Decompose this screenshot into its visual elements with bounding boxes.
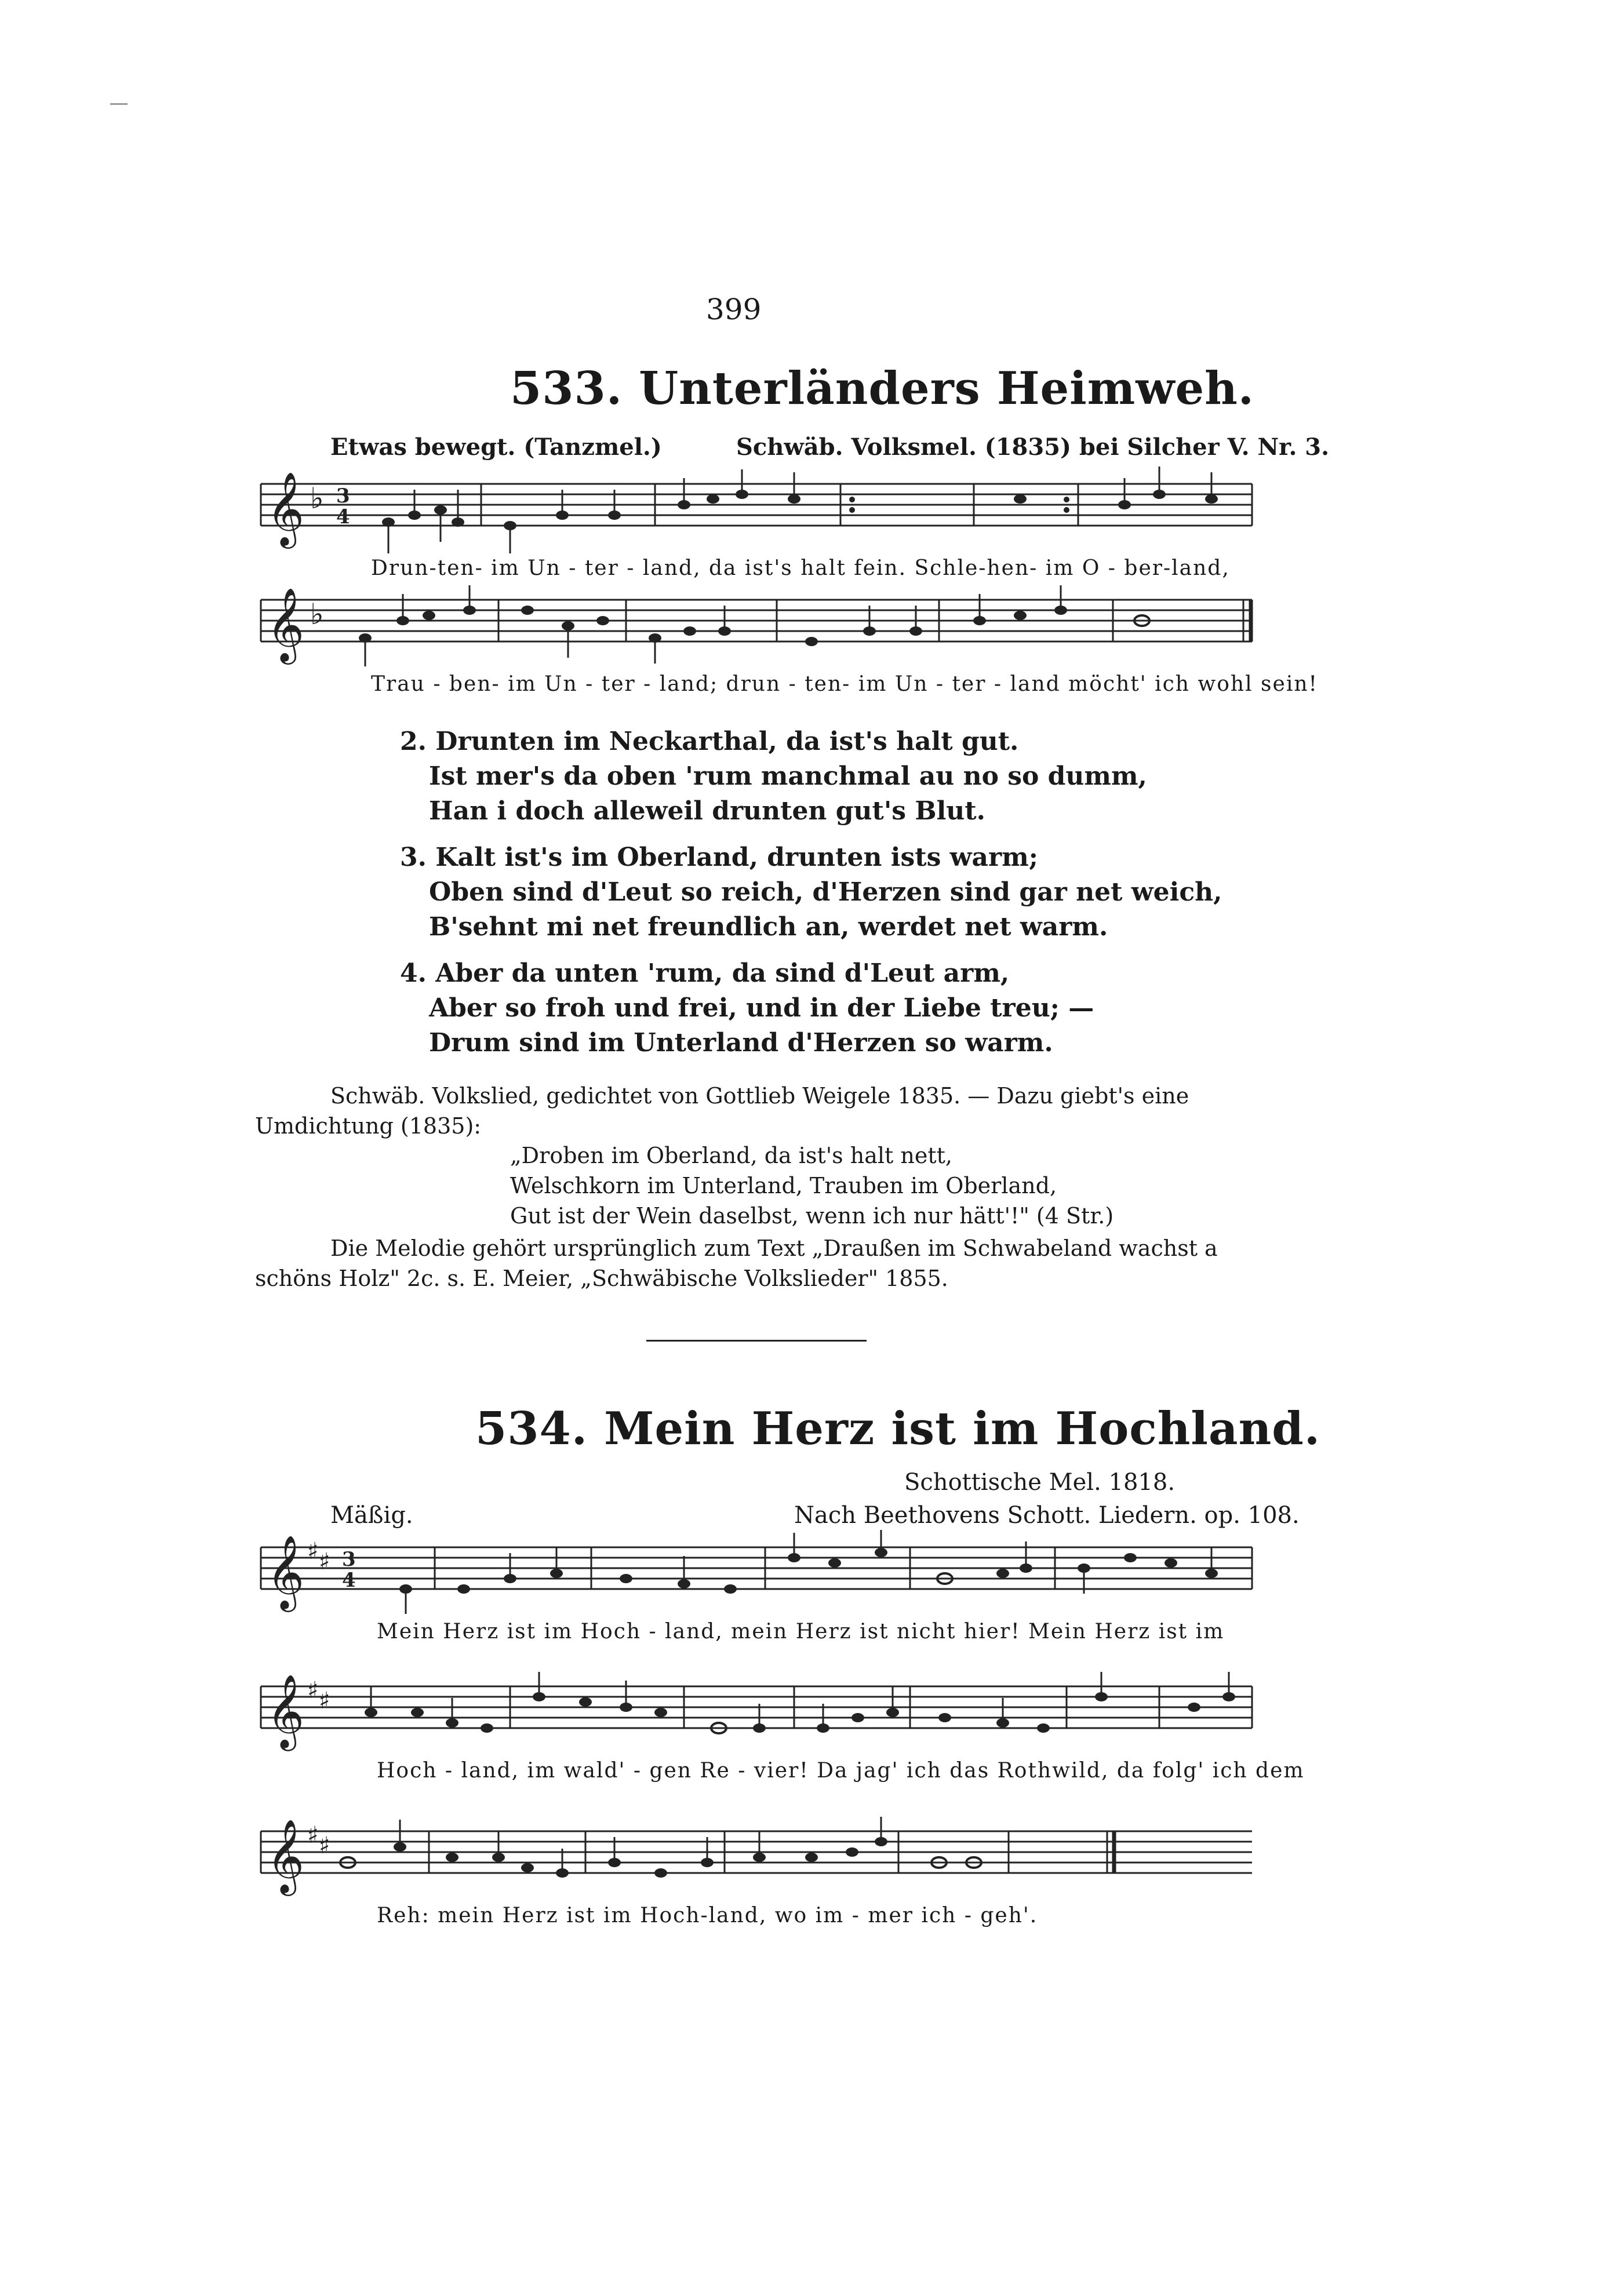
song-533-lyrics-1: Drun-ten- im Un - ter - land, da ist's halt fein. Schle-hen- im O - ber-land, [371, 556, 1230, 580]
song-533-staff-2 [255, 582, 1258, 669]
svg-text:3: 3 [342, 1548, 356, 1571]
song-534-source-2: Nach Beethovens Schott. Liedern. op. 108. [794, 1502, 1300, 1529]
svg-text:𝄞: 𝄞 [267, 471, 305, 545]
verse-line: 2. Drunten im Neckarthal, da ist's halt gut. [400, 727, 1019, 756]
song-533-lyrics-2: Trau - ben- im Un - ter - land; drun - ten- im Un - ter - land möcht' ich wohl sein! [371, 672, 1318, 696]
song-533-note-2: Die Melodie gehört ursprünglich zum Text „Draußen im Schwabeland wachst a schöns Holz" 2c. s. E. Meier, „Schwäbische Volkslieder" 1855. [255, 1236, 1218, 1291]
svg-text:♭: ♭ [310, 482, 324, 515]
svg-text:♯: ♯ [319, 1832, 330, 1859]
song-533-source: Schwäb. Volksmel. (1835) bei Silcher V. Nr. 3. [736, 433, 1330, 461]
verse-line: Drum sind im Unterland d'Herzen so warm. [429, 1028, 1053, 1058]
svg-text:♯: ♯ [319, 1688, 330, 1714]
song-534-tempo: Mäßig. [330, 1502, 413, 1529]
svg-text:4: 4 [336, 505, 350, 529]
song-534-lyrics-1: Mein Herz ist im Hoch - land, mein Herz ist nicht hier! Mein Herz ist im [377, 1620, 1225, 1643]
quote-line: Gut ist der Wein daselbst, wenn ich nur hätt'!" (4 Str.) [510, 1203, 1114, 1229]
svg-text:𝄞: 𝄞 [267, 587, 305, 661]
quote-line: „Droben im Oberland, da ist's halt nett, [510, 1143, 952, 1168]
song-534-title: 534. Mein Herz ist im Hochland. [475, 1402, 1321, 1455]
section-divider [646, 1340, 867, 1342]
song-534-staff-1 [255, 1530, 1258, 1617]
song-533-title: 533. Unterländers Heimweh. [510, 362, 1254, 415]
song-534-source-1: Schottische Mel. 1818. [904, 1469, 1176, 1496]
song-533-note-1: Schwäb. Volkslied, gedichtet von Gottlieb Weigele 1835. — Dazu giebt's eine Umdichtung (1835): [255, 1083, 1189, 1139]
verse-3 [400, 840, 1222, 945]
quote-line: Welschkorn im Unterland, Trauben im Oberland, [510, 1173, 1057, 1198]
verse-line: B'sehnt mi net freundlich an, werdet net warm. [429, 912, 1108, 942]
song-534-lyrics-3: Reh: mein Herz ist im Hoch-land, wo im - mer ich - geh'. [377, 1904, 1038, 1927]
svg-text:♯: ♯ [307, 1538, 319, 1565]
song-534-lyrics-2: Hoch - land, im wald' - gen Re - vier! Da jag' ich das Rothwild, da folg' ich dem [377, 1759, 1305, 1783]
verse-4 [400, 956, 1094, 1060]
margin-mark [110, 103, 128, 105]
song-533-staff-1 [255, 467, 1258, 553]
svg-text:𝄞: 𝄞 [267, 1535, 305, 1609]
verse-line: Ist mer's da oben 'rum manchmal au no so dumm, [429, 761, 1147, 791]
verse-line: Han i doch alleweil drunten gut's Blut. [429, 796, 985, 826]
svg-text:𝄞: 𝄞 [267, 1674, 305, 1748]
svg-text:♯: ♯ [307, 1677, 319, 1704]
svg-text:♯: ♯ [307, 1822, 319, 1849]
verse-line: 3. Kalt ist's im Oberland, drunten ists warm; [400, 843, 1039, 872]
svg-text:♯: ♯ [319, 1548, 330, 1575]
verse-2 [400, 724, 1147, 829]
svg-text:4: 4 [342, 1569, 356, 1592]
song-533-tempo: Etwas bewegt. (Tanzmel.) [330, 433, 662, 461]
song-534-staff-3 [255, 1814, 1258, 1901]
song-533-quote [510, 1140, 1113, 1231]
svg-text:𝄞: 𝄞 [267, 1818, 305, 1893]
verse-line: Oben sind d'Leut so reich, d'Herzen sind gar net weich, [429, 877, 1222, 907]
page-number: 399 [706, 293, 762, 326]
verse-line: Aber so froh und frei, und in der Liebe treu; — [429, 993, 1094, 1023]
song-534-staff-2 [255, 1669, 1258, 1756]
svg-text:♭: ♭ [310, 597, 324, 631]
verse-line: 4. Aber da unten 'rum, da sind d'Leut arm, [400, 959, 1010, 988]
svg-text:3: 3 [336, 484, 350, 508]
